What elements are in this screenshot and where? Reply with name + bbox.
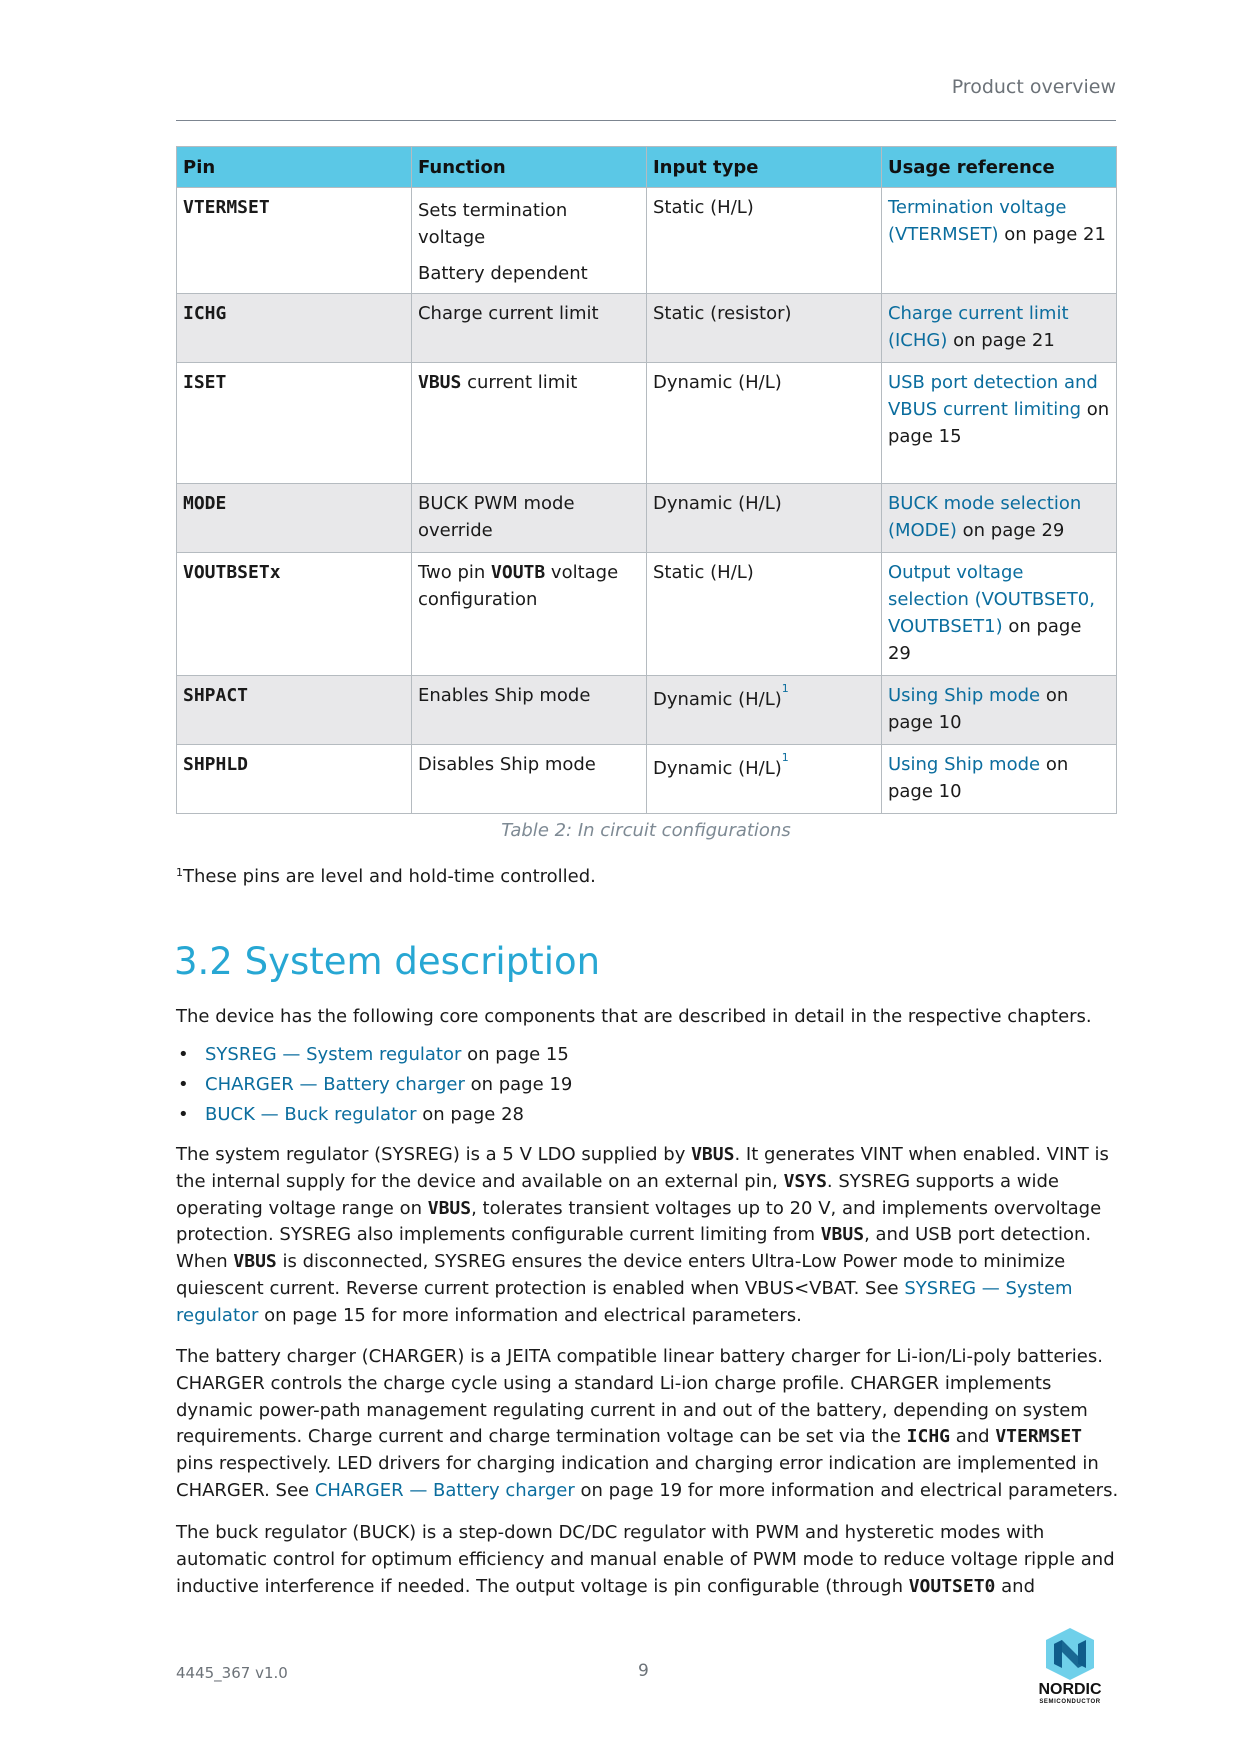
charger-link[interactable]: CHARGER — Battery charger — [314, 1479, 575, 1501]
paragraph-text: , tolerates transient voltages up to 20 V, and implements overvoltage protection. SYSREG also implements configurable current limiting from — [176, 1197, 1102, 1246]
paragraph-text: pins respectively. LED drivers for charging indication and charging error indication are implemented in CHARGER. See — [176, 1453, 1099, 1501]
logo-subtitle: SEMICONDUCTOR — [1039, 1699, 1101, 1704]
function-text: Enables Ship mode — [411, 676, 646, 745]
header-pin: Pin — [177, 147, 412, 188]
usage-reference-cell — [881, 676, 1116, 745]
charger-paragraph — [176, 1344, 1121, 1505]
paragraph-text: on page 15 for more information and electrical parameters. — [258, 1304, 802, 1326]
input-type: Static (resistor) — [646, 294, 881, 363]
input-type: Dynamic (H/L) — [652, 689, 782, 710]
pin-name: ISET — [177, 363, 412, 484]
reference-link[interactable]: CHARGER — Battery charger — [205, 1074, 465, 1095]
usage-reference-cell — [881, 484, 1116, 553]
table-row — [177, 553, 1117, 676]
table-row — [177, 294, 1117, 363]
signal-name: VBUS — [691, 1144, 735, 1165]
section-heading: 3.2 System description — [174, 940, 601, 983]
input-type: Dynamic (H/L) — [652, 758, 782, 779]
usage-reference-link[interactable]: Output voltage selection (VOUTBSET0, VOUTBSET1) — [887, 562, 1095, 637]
function-text: BUCK PWM mode override — [411, 484, 646, 553]
signal-name: VBUS — [233, 1251, 277, 1273]
input-type-cell — [646, 676, 881, 745]
signal-name: ICHG — [906, 1426, 950, 1448]
reference-page: on page 19 — [464, 1074, 573, 1095]
bullet-icon: • — [178, 1074, 189, 1095]
reference-link[interactable]: SYSREG — System regulator — [205, 1044, 462, 1065]
page-header-title: Product overview — [951, 76, 1116, 98]
function-code: VOUTB — [491, 562, 546, 583]
document-id: 4445_367 v1.0 — [176, 1664, 288, 1682]
usage-reference-link[interactable]: Charge current limit (ICHG) — [887, 303, 1069, 351]
usage-reference-link[interactable]: USB port detection and VBUS current limiting — [887, 372, 1098, 420]
component-reference-list — [176, 1040, 572, 1130]
paragraph-text: The buck regulator (BUCK) is a step-down DC/DC regulator with PWM and hysteretic modes with automatic control for optimum efficiency and manual enable of PWM mode to reduce voltage ripple and inductive interference if needed. The output voltage is pin configurable (through — [176, 1522, 1115, 1597]
in-circuit-config-table — [176, 146, 1117, 814]
reference-page: on page 28 — [416, 1104, 525, 1125]
header-input-type: Input type — [646, 147, 881, 188]
paragraph-text: . It generates VINT when enabled. VINT is the internal supply for the device and available on an external pin, — [176, 1144, 1109, 1192]
list-item — [176, 1100, 572, 1130]
table-row — [177, 676, 1117, 745]
header-function: Function — [411, 147, 646, 188]
paragraph-text: and — [950, 1426, 996, 1448]
footnote-text: These pins are level and hold-time controlled. — [183, 866, 596, 887]
function-text: Sets termination voltage — [417, 200, 568, 248]
paragraph-text: The system regulator (SYSREG) is a 5 V LDO supplied by — [176, 1144, 692, 1165]
input-type: Dynamic (H/L) — [646, 363, 881, 484]
table-row — [177, 188, 1117, 294]
usage-reference-page: on page 10 — [887, 685, 1069, 733]
usage-reference-page: on page 15 — [887, 399, 1110, 447]
function-code: VBUS — [417, 372, 462, 393]
pin-name: ICHG — [177, 294, 412, 363]
section-intro: The device has the following core components that are described in detail in the respective chapters. — [176, 1006, 1092, 1027]
header-usage-reference: Usage reference — [881, 147, 1116, 188]
table-row — [177, 745, 1117, 814]
usage-reference-link[interactable]: Using Ship mode — [887, 754, 1041, 775]
paragraph-text: on page 19 for more information and electrical parameters. — [574, 1479, 1119, 1501]
usage-reference-cell — [881, 553, 1116, 676]
signal-name: VSYS — [783, 1170, 827, 1192]
usage-reference-page: on page 29 — [887, 616, 1082, 664]
usage-reference-page: on page 29 — [956, 520, 1065, 541]
usage-reference-link[interactable]: Termination voltage (VTERMSET) — [887, 197, 1067, 245]
signal-name: VTERMSET — [995, 1426, 1083, 1448]
reference-link[interactable]: BUCK — Buck regulator — [205, 1104, 417, 1125]
input-type: Dynamic (H/L) — [646, 484, 881, 553]
sysreg-link[interactable]: SYSREG — System regulator — [176, 1277, 1073, 1326]
pin-name: VOUTBSETx — [177, 553, 412, 676]
page-number: 9 — [638, 1661, 649, 1681]
list-item — [176, 1070, 572, 1100]
signal-name: VBUS — [820, 1224, 865, 1246]
sysreg-paragraph — [176, 1142, 1121, 1330]
function-cell — [411, 188, 646, 294]
header-divider — [176, 120, 1116, 121]
input-type: Static (H/L) — [646, 188, 881, 294]
table-header-row — [177, 147, 1117, 188]
paragraph-text: is disconnected, SYSREG ensures the device enters Ultra-Low Power mode to minimize quiescent current. Reverse current protection is enabled when VBUS<VBAT. See — [176, 1251, 1066, 1299]
pin-name: SHPACT — [177, 676, 412, 745]
buck-paragraph — [176, 1520, 1121, 1600]
paragraph-text: The battery charger (CHARGER) is a JEITA compatible linear battery charger for Li-ion/Li-poly batteries. CHARGER controls the charge cycle using a standard Li-ion charge profile. CHARGER implements dynamic power-path management regulating current in and out of the battery, depending on system requirements. Charge current and charge termination voltage can be set via the — [176, 1346, 1103, 1448]
input-type: Static (H/L) — [646, 553, 881, 676]
table-footnote — [176, 866, 596, 887]
usage-reference-page: on page 21 — [947, 330, 1055, 351]
table-caption: Table 2: In circuit configurations — [501, 820, 791, 841]
nordic-logo-mark — [1046, 1628, 1094, 1680]
pin-name: VTERMSET — [177, 188, 412, 294]
bullet-icon: • — [178, 1044, 189, 1065]
usage-reference-cell — [881, 745, 1116, 814]
signal-name: VOUTSET0 — [908, 1575, 996, 1597]
paragraph-text: and — [995, 1575, 1035, 1597]
bullet-icon: • — [178, 1104, 189, 1125]
usage-reference-link[interactable]: BUCK mode selection (MODE) — [887, 493, 1082, 541]
function-text: Battery dependent — [417, 263, 588, 284]
usage-reference-page: on page 10 — [887, 754, 1069, 802]
function-cell — [411, 553, 646, 676]
pin-name: SHPHLD — [177, 745, 412, 814]
nordic-semiconductor-logo — [1024, 1628, 1116, 1704]
usage-reference-page: on page 21 — [998, 224, 1106, 245]
usage-reference-cell — [881, 363, 1116, 484]
footnote-mark: 1 — [176, 866, 183, 879]
usage-reference-cell — [881, 294, 1116, 363]
list-item — [176, 1040, 572, 1070]
footnote-reference[interactable]: 1 — [781, 751, 789, 764]
function-cell — [411, 363, 646, 484]
usage-reference-cell — [881, 188, 1116, 294]
input-type-cell — [646, 745, 881, 814]
logo-stroke-right — [1078, 1640, 1086, 1668]
function-text: voltage configuration — [417, 562, 619, 610]
usage-reference-link[interactable]: Using Ship mode — [887, 685, 1041, 706]
function-text: current limit — [461, 372, 578, 393]
logo-wordmark: NORDIC — [1038, 1681, 1102, 1698]
table-row — [177, 363, 1117, 484]
footnote-reference[interactable]: 1 — [781, 682, 789, 695]
paragraph-text: . SYSREG supports a wide operating voltage range on — [176, 1170, 1059, 1219]
function-text: Charge current limit — [411, 294, 646, 363]
function-text: Two pin — [417, 562, 492, 583]
function-text: Disables Ship mode — [411, 745, 646, 814]
signal-name: VBUS — [427, 1197, 472, 1219]
table-row — [177, 484, 1117, 553]
reference-page: on page 15 — [461, 1044, 569, 1065]
pin-name: MODE — [177, 484, 412, 553]
paragraph-text: , and USB port detection. When — [176, 1224, 1092, 1273]
